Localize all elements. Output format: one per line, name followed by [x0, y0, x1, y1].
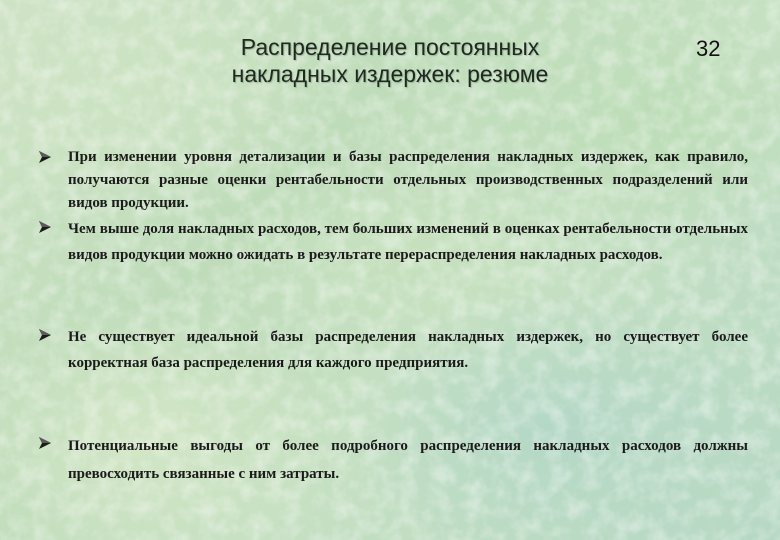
arrowhead-bullet-icon [38, 150, 52, 164]
page-number: 32 [696, 36, 721, 61]
arrowhead-bullet-icon [38, 328, 52, 342]
slide-title [170, 34, 610, 88]
arrowhead-bullet-icon [38, 436, 52, 450]
slide-title-line-2: накладных издержек: резюме [231, 61, 549, 87]
bullet-text: Потенциальные выгоды от более подробного распределения накладных расходов должны превосходить связанные с ним затраты. [68, 438, 748, 482]
bullet-text: При изменении уровня детализации и базы распределения накладных издержек, как правило, получаются разные оценки рентабельности отдельных производственных подразделений или видов продукции. [68, 149, 748, 211]
bullet-text: Чем выше доля накладных расходов, тем больших изменений в оценках рентабельности отдельных видов продукции можно ожидать в результате перераспределения накладных расходов. [68, 221, 748, 263]
slide-title-line-1: Распределение постоянных [240, 34, 540, 60]
bullet-text: Не существует идеальной базы распределения накладных издержек, но существует более корректная база распределения для каждого предприятия. [68, 329, 748, 371]
arrowhead-bullet-icon [38, 220, 52, 234]
